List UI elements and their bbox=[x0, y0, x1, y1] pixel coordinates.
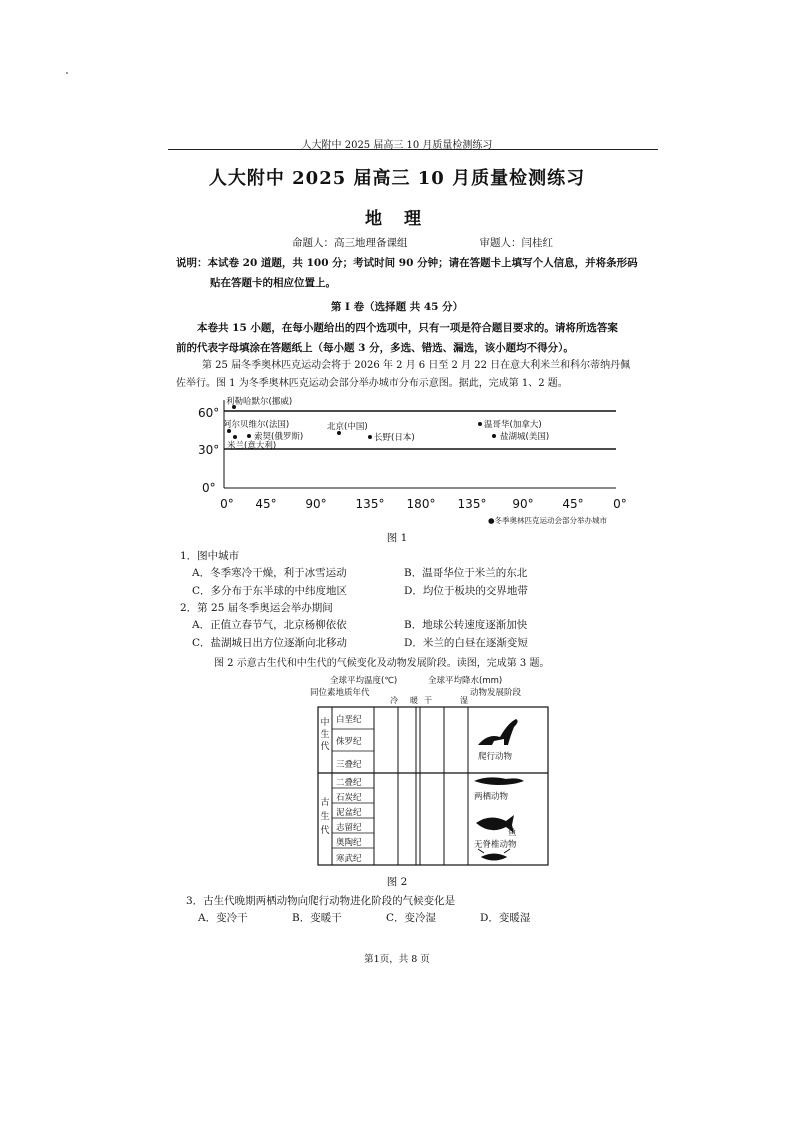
city-label-albertville: 阿尔贝维尔(法国) bbox=[223, 420, 290, 430]
q2-option-d[interactable]: D．米兰的白昼在逐渐变短 bbox=[404, 637, 528, 649]
fig1-xtick-5: 135° bbox=[457, 497, 487, 511]
fig2-cold: 冷 bbox=[390, 696, 398, 705]
context1-line-2: 佐举行。图 1 为冬季奥林匹克运动会部分举办城市分布示意图。据此，完成第 1、2 题。 bbox=[176, 378, 568, 389]
instructions-line-2: 贴在答题卡的相应位置上。 bbox=[210, 277, 336, 289]
city-label-beijing: 北京(中国) bbox=[327, 422, 368, 432]
fig2-period-cambrian: 寒武纪 bbox=[336, 854, 362, 864]
amphibian-silhouette bbox=[474, 777, 524, 785]
city-dot-milan bbox=[233, 435, 237, 439]
fig2-stage-fish: 鱼 bbox=[508, 828, 517, 838]
q2-option-a[interactable]: A．正值立春节气，北京杨柳依依 bbox=[192, 619, 347, 631]
fig2-head-temp: 全球平均温度(℃) bbox=[330, 676, 398, 686]
fig2-warm: 暖 bbox=[410, 696, 418, 705]
city-label-sochi: 索契(俄罗斯) bbox=[254, 432, 304, 442]
fig2-period-triassic: 三叠纪 bbox=[336, 760, 362, 770]
q2-option-c[interactable]: C．盐湖城日出方位逐渐向北移动 bbox=[192, 637, 348, 649]
city-label-milan: 米兰(意大利) bbox=[227, 441, 277, 451]
fig2-head-era: 同位素地质年代 bbox=[310, 688, 370, 698]
city-label-lillehammer: 利勒哈默尔(挪威) bbox=[226, 397, 293, 407]
city-label-saltlake: 盐湖城(美国) bbox=[500, 432, 550, 442]
q1-stem: 1．图中城市 bbox=[180, 550, 240, 562]
q1-option-b[interactable]: B．温哥华位于米兰的东北 bbox=[404, 567, 528, 579]
fig2-era-paleozoic: 古生代 bbox=[320, 798, 330, 836]
fig2-period-devonian: 泥盆纪 bbox=[336, 808, 362, 818]
fig2-stage-invert: 无脊椎动物 bbox=[474, 840, 517, 850]
fig2-period-permian: 二叠纪 bbox=[336, 778, 362, 788]
fig1-xtick-7: 45° bbox=[562, 497, 584, 511]
city-dot-sochi bbox=[247, 434, 251, 438]
section-instructions bbox=[176, 318, 662, 358]
figure-1-map bbox=[196, 392, 666, 532]
fig1-xtick-8: 0° bbox=[613, 497, 627, 511]
author-label: 命题人：高三地理备课组 bbox=[292, 237, 408, 249]
page-footer: 第1页，共 8 页 bbox=[364, 954, 430, 965]
figure-2-caption: 图 2 bbox=[386, 876, 408, 888]
reviewer-label: 审题人：闫桂红 bbox=[479, 237, 553, 249]
fig2-wet: 湿 bbox=[460, 696, 468, 705]
city-label-nagano: 长野(日本) bbox=[374, 433, 415, 443]
dinosaur-silhouette bbox=[478, 719, 518, 745]
fig2-period-jurassic: 侏罗纪 bbox=[336, 737, 362, 747]
context1-line-1: 第 25 届冬季奥林匹克运动会将于 2026 年 2 月 6 日至 2 月 22 日在意大利米兰和科尔蒂纳丹佩 bbox=[202, 360, 631, 371]
q3-option-b[interactable]: B．变暖干 bbox=[292, 912, 342, 924]
fig2-period-silurian: 志留纪 bbox=[336, 823, 362, 833]
fig1-xtick-2: 90° bbox=[305, 497, 327, 511]
city-dot-nagano bbox=[368, 435, 372, 439]
figure-1-caption: 图 1 bbox=[386, 532, 408, 544]
context-q3: 图 2 示意古生代和中生代的气候变化及动物发展阶段。读图，完成第 3 题。 bbox=[214, 658, 550, 669]
exam-title: 人大附中 2025 届高三 10 月质量检测练习 bbox=[208, 168, 586, 189]
section-title: 第 I 卷（选择题 共 45 分） bbox=[330, 301, 464, 313]
trilobite-silhouette bbox=[478, 849, 510, 860]
running-header: 人大附中 2025 届高三 10 月质量检测练习 bbox=[301, 140, 493, 151]
city-dot-vancouver bbox=[478, 422, 482, 426]
fig1-xtick-6: 90° bbox=[512, 497, 534, 511]
q3-option-c[interactable]: C．变冷湿 bbox=[386, 912, 437, 924]
q1-option-c[interactable]: C．多分布于东半球的中纬度地区 bbox=[192, 585, 348, 597]
city-dot-saltlake bbox=[492, 434, 496, 438]
fig2-head-animal: 动物发展阶段 bbox=[470, 688, 522, 698]
fig2-stage-reptile: 爬行动物 bbox=[478, 752, 513, 762]
section-para-line-1: 本卷共 15 小题，在每小题给出的四个选项中，只有一项是符合题目要求的。请将所选答案 bbox=[197, 322, 618, 334]
fig1-legend: ●冬季奥林匹克运动会部分举办城市 bbox=[488, 516, 608, 525]
header-rule bbox=[168, 149, 658, 150]
q2-option-b[interactable]: B．地球公转速度逐渐加快 bbox=[404, 619, 528, 631]
author-line bbox=[292, 235, 625, 250]
fig1-ytick-30: 30° bbox=[198, 443, 220, 457]
fig1-xtick-0: 0° bbox=[220, 497, 234, 511]
fig2-period-carboniferous: 石炭纪 bbox=[336, 793, 362, 803]
context-q1-q2 bbox=[176, 357, 662, 393]
fig1-ytick-60: 60° bbox=[198, 406, 220, 420]
figure-2-table bbox=[310, 675, 558, 871]
instructions bbox=[176, 253, 666, 293]
q1-option-a[interactable]: A．冬季寒冷干燥，利于冰雪运动 bbox=[192, 567, 347, 579]
instructions-line-1: 说明：本试卷 20 道题，共 100 分；考试时间 90 分钟；请在答题卡上填写个人信息，并将条形码 bbox=[176, 257, 638, 269]
fig1-xtick-4: 180° bbox=[406, 497, 436, 511]
q3-option-d[interactable]: D．变暖湿 bbox=[480, 912, 531, 924]
fig1-xtick-3: 135° bbox=[355, 497, 385, 511]
city-label-vancouver: 温哥华(加拿大) bbox=[484, 420, 542, 430]
fig1-xtick-1: 45° bbox=[255, 497, 277, 511]
section-para-line-2: 前的代表字母填涂在答题纸上（每小题 3 分，多选、错选、漏选，该小题均不得分）。 bbox=[176, 342, 574, 354]
fig2-period-ordovician: 奥陶纪 bbox=[336, 838, 362, 848]
exam-subject: 地 理 bbox=[365, 209, 429, 229]
q3-stem: 3．古生代晚期两栖动物向爬行动物进化阶段的气候变化是 bbox=[186, 895, 456, 907]
fig2-stage-amphibian: 两栖动物 bbox=[474, 792, 509, 802]
q2-stem: 2．第 25 届冬季奥运会举办期间 bbox=[180, 602, 333, 614]
q1-option-d[interactable]: D．均位于板块的交界地带 bbox=[404, 585, 528, 597]
fig2-dry: 干 bbox=[424, 696, 432, 705]
fig1-ytick-0: 0° bbox=[202, 481, 216, 495]
fig2-head-prec: 全球平均降水(mm) bbox=[428, 676, 503, 686]
fig2-period-cretaceous: 白垩纪 bbox=[336, 715, 362, 725]
fig2-era-mesozoic-1: 中生代 bbox=[320, 718, 330, 752]
q3-option-a[interactable]: A．变冷干 bbox=[198, 912, 248, 924]
scan-speck bbox=[66, 72, 68, 74]
